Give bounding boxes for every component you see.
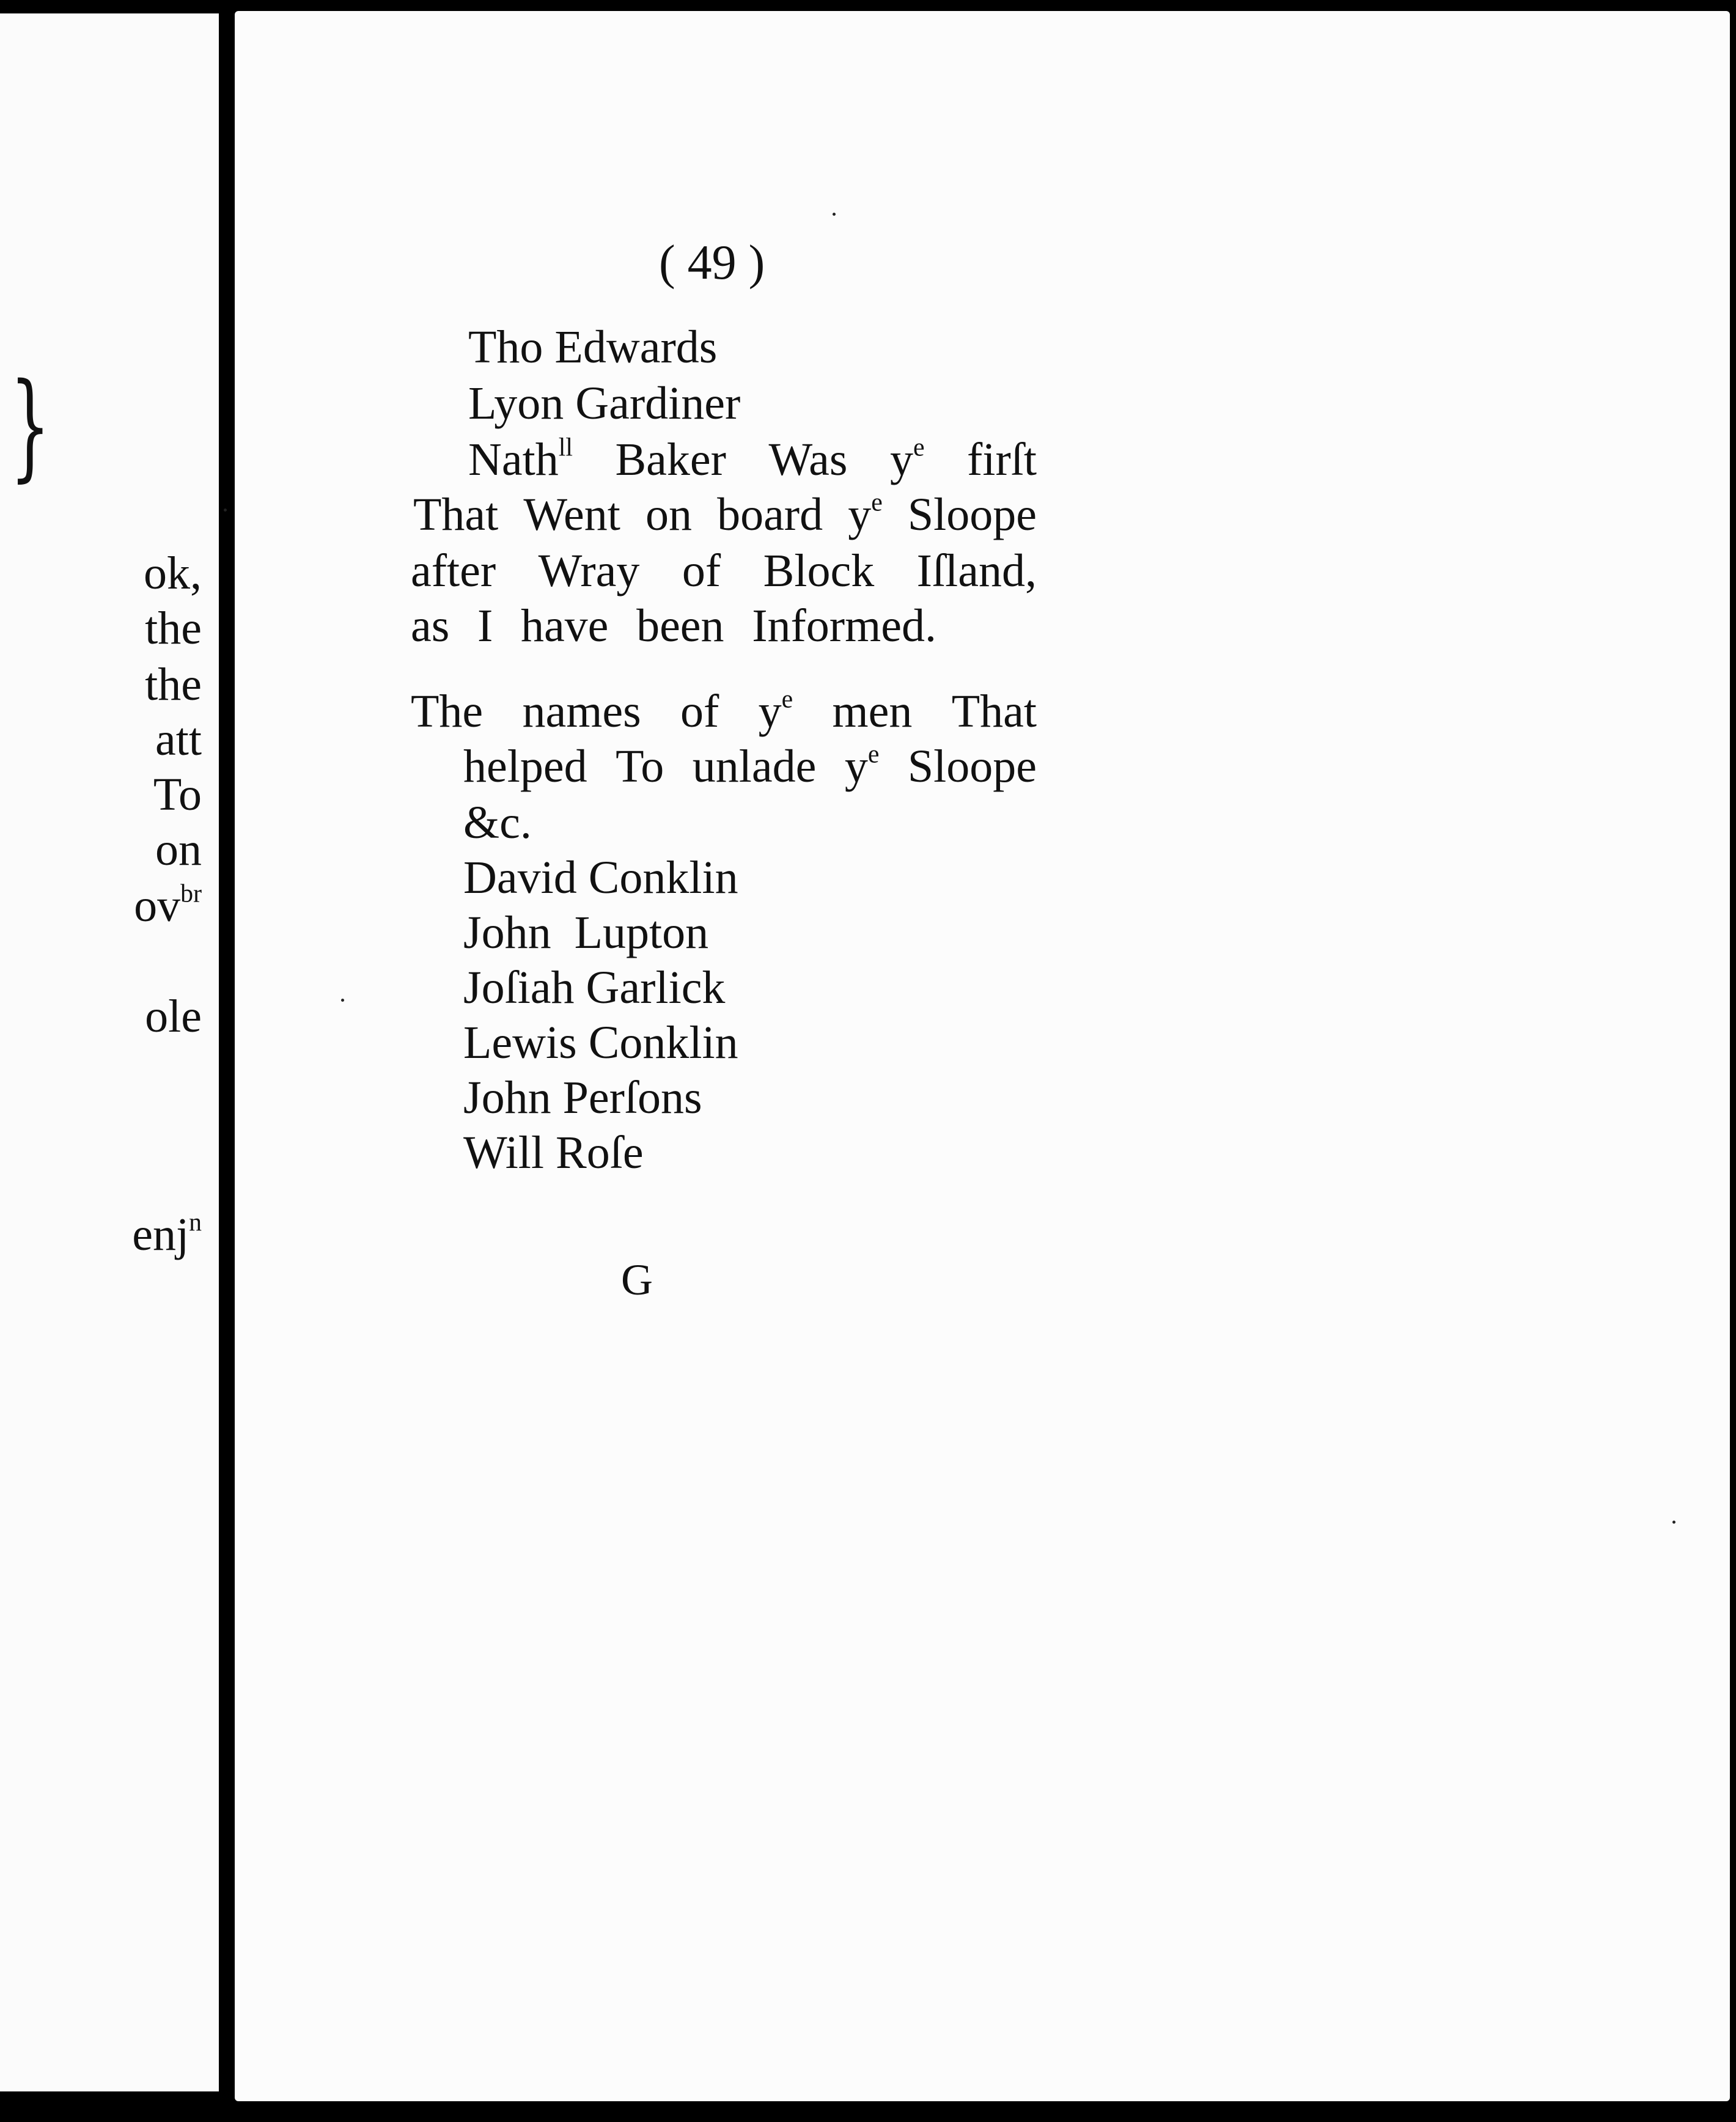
text-line: That Went on board $y^e$ Sloope bbox=[413, 488, 1037, 540]
paper-speck bbox=[224, 508, 227, 512]
left-fragment: To bbox=[153, 769, 202, 820]
name-line: Lewis Conklin bbox=[463, 1017, 738, 1068]
paper-speck bbox=[341, 999, 344, 1002]
left-fragment: the bbox=[145, 603, 202, 654]
text-line: The names of $y^e$ men That bbox=[411, 685, 1037, 737]
left-fragment: ok, bbox=[144, 548, 202, 599]
paper-speck bbox=[833, 213, 836, 216]
text-line: Tho Edwards bbox=[468, 321, 718, 373]
text-line: Lyon Gardiner bbox=[468, 378, 741, 429]
left-fragment: ole bbox=[145, 991, 202, 1042]
name-line: John Perſons bbox=[463, 1072, 702, 1123]
text-line: after Wray of Block Iſland, bbox=[411, 545, 1037, 597]
name-line: Joſiah Garlick bbox=[463, 962, 726, 1013]
text-line: helped To unlade $y^e$ Sloope bbox=[463, 740, 1037, 792]
right-page bbox=[235, 11, 1730, 2101]
text-line: &c. bbox=[463, 797, 532, 848]
left-fragment: $ov^{br}$ bbox=[134, 879, 202, 931]
page-number: ( 49 ) bbox=[659, 236, 765, 290]
brace-glyph: } bbox=[10, 358, 51, 493]
left-fragment: on bbox=[155, 824, 202, 875]
left-fragment: the bbox=[145, 659, 202, 710]
left-page-margin bbox=[0, 13, 224, 2091]
text-line: Nath$^{ll}$ Baker Was $y^e$ firſt bbox=[468, 433, 1037, 485]
left-fragment: enj$^n$ bbox=[132, 1208, 202, 1260]
name-line: Will Roſe bbox=[463, 1127, 644, 1178]
name-line: David Conklin bbox=[463, 852, 738, 903]
left-fragment: att bbox=[155, 714, 202, 765]
name-line: John Lupton bbox=[463, 907, 709, 958]
paper-speck bbox=[1672, 1521, 1675, 1524]
text-line: as I have been Informed. bbox=[411, 600, 936, 652]
signature-mark: G bbox=[621, 1255, 653, 1304]
